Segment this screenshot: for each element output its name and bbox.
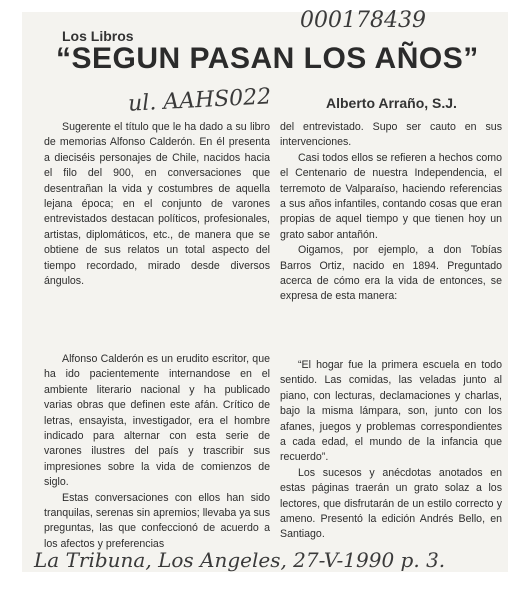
paragraph: Oigamos, por ejemplo, a don Tobías Barros Ortiz, nacido en 1894. Preguntado acerca de cómo era la vida de entonces, se expresa de esta manera: xyxy=(280,244,502,303)
article-column-right-top xyxy=(280,120,502,305)
shelf-mark: ul. AAHS022 xyxy=(127,84,272,117)
article-title: “SEGUN PASAN LOS AÑOS” xyxy=(56,42,479,75)
citation-handwriting: La Tribuna, Los Angeles, 27-V-1990 p. 3. xyxy=(34,548,446,572)
article-author: Alberto Arraño, S.J. xyxy=(326,95,457,111)
paragraph: Sugerente el título que le ha dado a su libro de memorias Alfonso Calderón. En él presenta a dieciséis personajes de Chile, nacidos hacia el filo del 900, en conversaciones que desentrañan la vida y costumbres de aquella lejana época; en el conjunto de varones entrevistados destacan políticos, profesionales, artistas, diplomáticos, etc., de manera que se obtiene de sus relatos un total aspecto del tiempo recordado, mirado desde diversos ángulos. xyxy=(44,121,270,288)
paragraph: Estas conversaciones con ellos han sido tranquilas, serenas sin apremios; llevaba ya sus preguntas, las que confeccionó de acuerdo a los afectos y preferencias xyxy=(44,491,270,550)
article-column-left-bottom xyxy=(44,352,270,552)
article-column-left-top xyxy=(44,120,270,289)
paragraph: Los sucesos y anécdotas anotados en estas páginas traerán un grato solaz a los lectores, que disfrutarán de un estilo correcto y ameno. Presentó la edición Andrés Bello, en Santiago. xyxy=(280,466,502,541)
catalog-number: 000178439 xyxy=(300,8,426,33)
paragraph: Casi todos ellos se refieren a hechos como el Centenario de nuestra Independencia, el terremoto de Valparaíso, haciendo referencias a sus años infantiles, contando cosas que eran propias de aquel tiempo y que tienen hoy un grato sabor antañón. xyxy=(280,151,502,241)
paragraph: del entrevistado. Supo ser cauto en sus intervenciones. xyxy=(280,121,502,149)
paragraph: Alfonso Calderón es un erudito escritor, que ha ido pacientemente internandose en el ambiente literario nacional y ha publicado varias obras que definen este afán. Crítico de letras, ensayista, investigador, era el hombre indicado para alternar con esta serie de varones ilustres del país y trascribir sus impresiones sobre la vida de comienzos de siglo. xyxy=(44,353,270,489)
section-label: Los Libros xyxy=(62,28,134,44)
quote-paragraph: “El hogar fue la primera escuela en todo sentido. Las comidas, las veladas junto al piano, con lecturas, declamaciones y charlas, bajo la misma lámpara, son, junto con los afanes, juegos y problemas correspondientes a cada edad, el mundo de la infancia que recuerdo”. xyxy=(280,359,502,464)
article-column-right-bottom xyxy=(280,358,502,543)
